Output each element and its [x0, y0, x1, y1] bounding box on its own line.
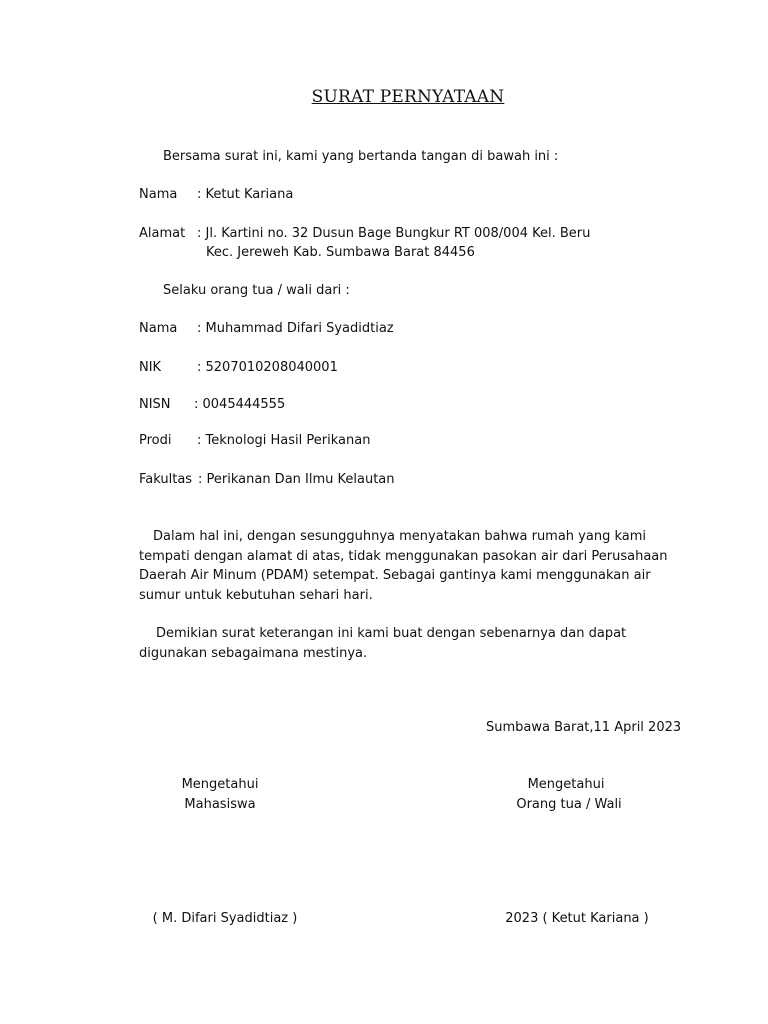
left-signature-heading: Mengetahui — [181, 777, 259, 792]
right-signature-role: Orang tua / Wali — [516, 797, 622, 812]
student-nik-label: NIK — [139, 360, 162, 375]
letter-title: SURAT PERNYATAAN — [311, 87, 505, 107]
parent-address-label: Alamat — [139, 226, 186, 241]
parent-name-label: Nama — [139, 187, 178, 202]
student-nisn-label: NISN — [139, 397, 171, 412]
intro-text: Bersama surat ini, kami yang bertanda tangan di bawah ini : — [163, 149, 559, 164]
place-date: Sumbawa Barat,11 April 2023 — [486, 720, 682, 735]
guardian-intro: Selaku orang tua / wali dari : — [163, 283, 350, 298]
left-signature-name: ( M. Difari Syadidtiaz ) — [152, 911, 298, 926]
student-fakultas-label: Fakultas — [139, 472, 193, 487]
student-nisn-value: : 0045444555 — [194, 397, 286, 412]
left-signature-role: Mahasiswa — [184, 797, 256, 812]
student-nik-value: : 5207010208040001 — [197, 360, 338, 375]
student-fakultas-value: : Perikanan Dan Ilmu Kelautan — [198, 472, 395, 487]
right-signature-heading: Mengetahui — [527, 777, 605, 792]
closing-paragraph: Demikian surat keterangan ini kami buat dengan sebenarnya dan dapat digunakan sebagaimana mestinya. — [139, 626, 627, 661]
parent-address-line2: Kec. Jereweh Kab. Sumbawa Barat 84456 — [206, 245, 475, 260]
student-name-label: Nama — [139, 321, 178, 336]
parent-address-line1: : Jl. Kartini no. 32 Dusun Bage Bungkur RT 008/004 Kel. Beru — [197, 226, 591, 241]
parent-name-value: : Ketut Kariana — [197, 187, 294, 202]
right-signature-name: 2023 ( Ketut Kariana ) — [505, 911, 649, 926]
student-prodi-label: Prodi — [139, 433, 172, 448]
student-name-value: : Muhammad Difari Syadidtiaz — [197, 321, 394, 336]
statement-paragraph: Dalam hal ini, dengan sesungguhnya menyatakan bahwa rumah yang kami tempati dengan alamat di atas, tidak menggunakan pasokan air dari Perusahaan Daerah Air Minum (PDAM) setempat. Sebagai gantinya kami menggunakan air sumur untuk kebutuhan sehari hari. — [139, 529, 668, 603]
student-prodi-value: : Teknologi Hasil Perikanan — [197, 433, 371, 448]
